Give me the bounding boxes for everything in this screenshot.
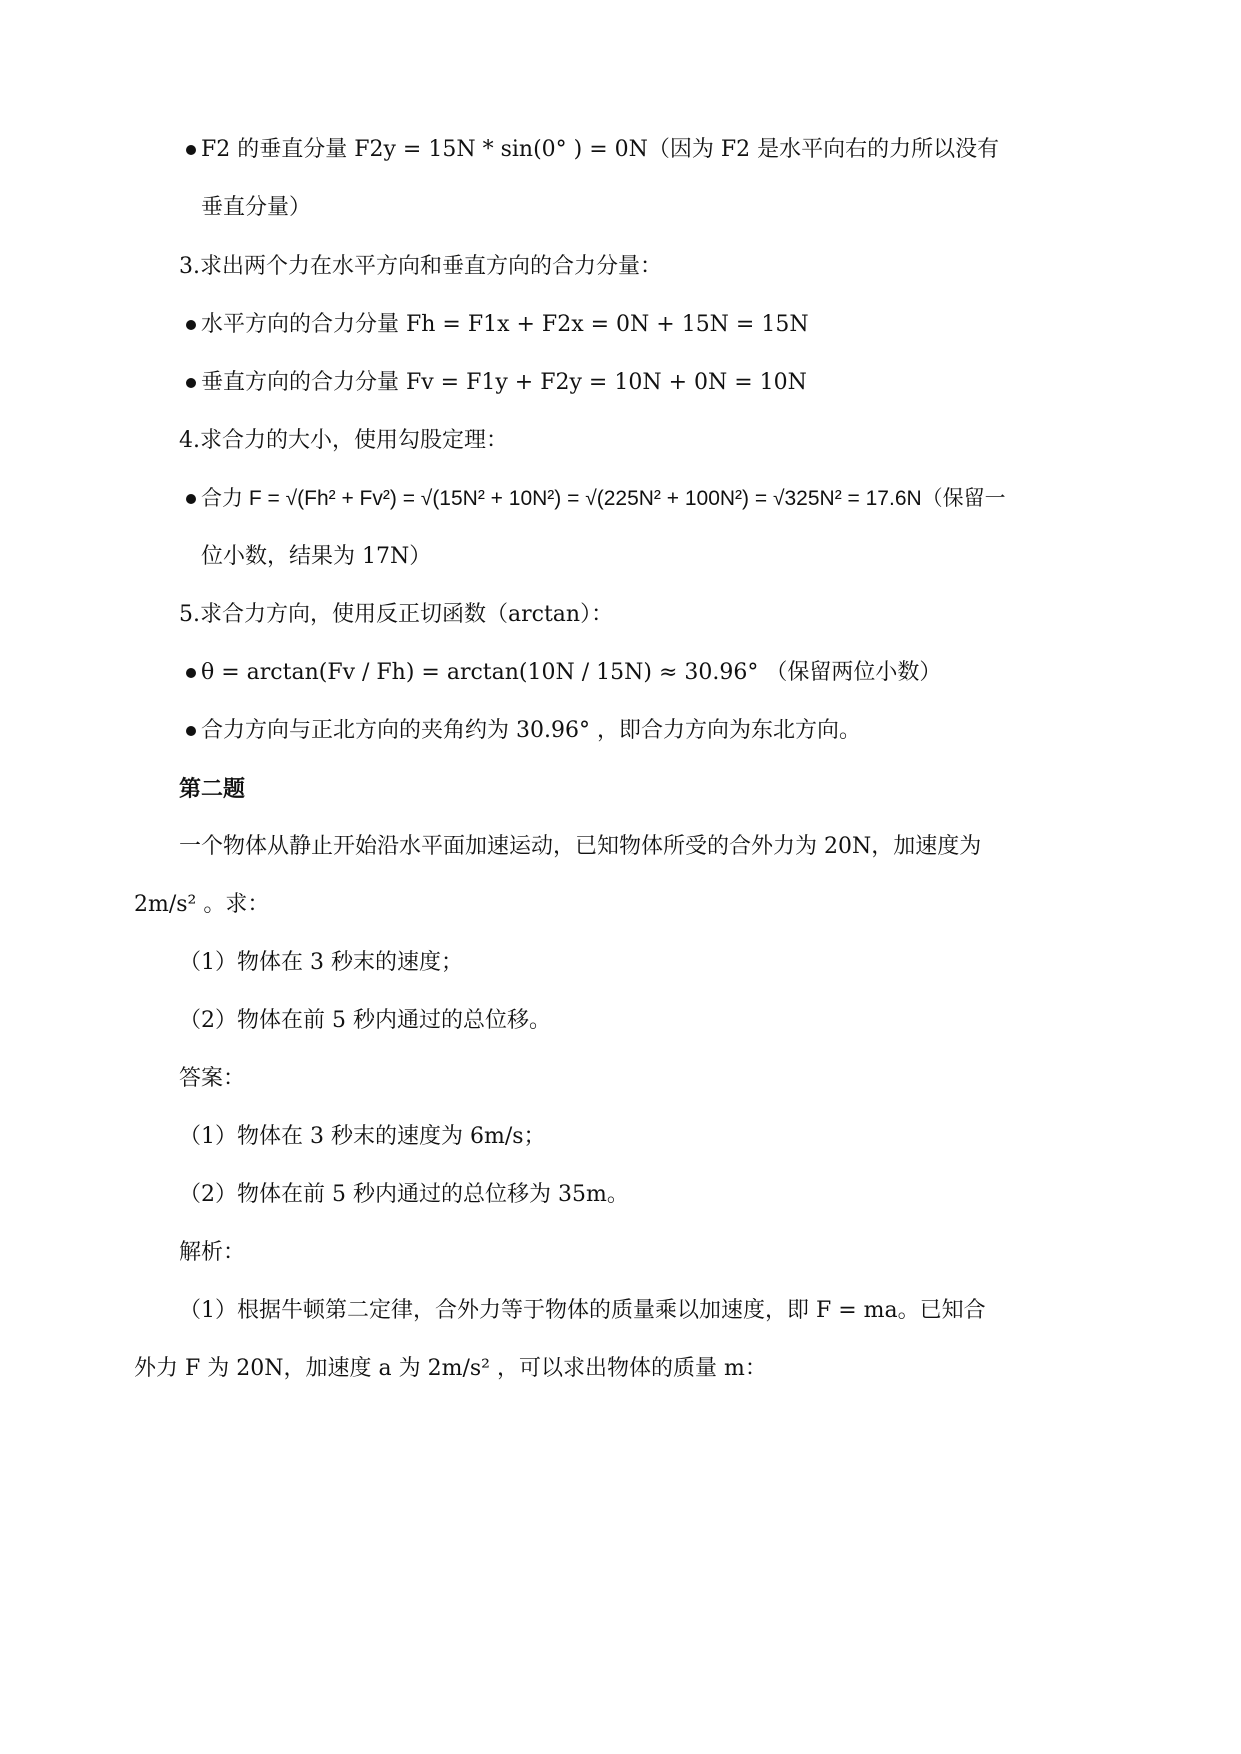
bullet-dot [186, 378, 196, 388]
f2y-line-continuation: 垂直分量） [201, 195, 312, 220]
fh-line: 水平方向的合力分量 Fh = F1x + F2x = 0N + 15N = 15N [201, 312, 809, 337]
resultant-force-line: 合力 F = √(Fh² + Fv²) = √(15N² + 10N²) = √(225N² + 100N²) = √325N² = 17.6N（保留一 [201, 487, 1006, 510]
bullet-dot [186, 145, 196, 155]
analysis-label: 解析： [179, 1240, 246, 1265]
problem-statement: 一个物体从静止开始沿水平面加速运动，已知物体所受的合外力为 20N，加速度为 [179, 834, 982, 859]
bullet-dot [186, 320, 196, 330]
step4-heading: 4.求合力的大小，使用勾股定理： [179, 428, 508, 453]
f2y-line: F2 的垂直分量 F2y = 15N * sin(0° ) = 0N（因为 F2 是水平向右的力所以没有 [201, 137, 1000, 162]
bullet-dot [186, 494, 196, 504]
answer-1: （1）物体在 3 秒末的速度为 6m/s； [179, 1124, 546, 1149]
analysis-paragraph: （1）根据牛顿第二定律，合外力等于物体的质量乘以加速度，即 F = ma。已知合 [179, 1298, 986, 1323]
theta-line: θ = arctan(Fv / Fh) = arctan(10N / 15N) ≈ 30.96° （保留两位小数） [201, 660, 942, 685]
question-2: （2）物体在前 5 秒内通过的总位移。 [179, 1008, 551, 1033]
answer-2: （2）物体在前 5 秒内通过的总位移为 35m。 [179, 1182, 629, 1207]
problem-statement-continuation: 2m/s² 。求： [134, 892, 270, 917]
question-1: （1）物体在 3 秒末的速度； [179, 950, 463, 975]
analysis-paragraph-continuation: 外力 F 为 20N，加速度 a 为 2m/s² ，可以求出物体的质量 m： [134, 1356, 767, 1381]
answer-label: 答案： [179, 1066, 246, 1091]
bullet-dot [186, 726, 196, 736]
bullet-dot [186, 668, 196, 678]
step5-heading: 5.求合力方向，使用反正切函数（arctan）： [179, 602, 614, 627]
direction-line: 合力方向与正北方向的夹角约为 30.96° ，即合力方向为东北方向。 [201, 718, 861, 743]
section-heading: 第二题 [179, 776, 246, 802]
step3-heading: 3.求出两个力在水平方向和垂直方向的合力分量： [179, 254, 662, 279]
resultant-force-line-continuation: 位小数，结果为 17N） [201, 544, 432, 569]
fv-line: 垂直方向的合力分量 Fv = F1y + F2y = 10N + 0N = 10N [201, 370, 807, 395]
